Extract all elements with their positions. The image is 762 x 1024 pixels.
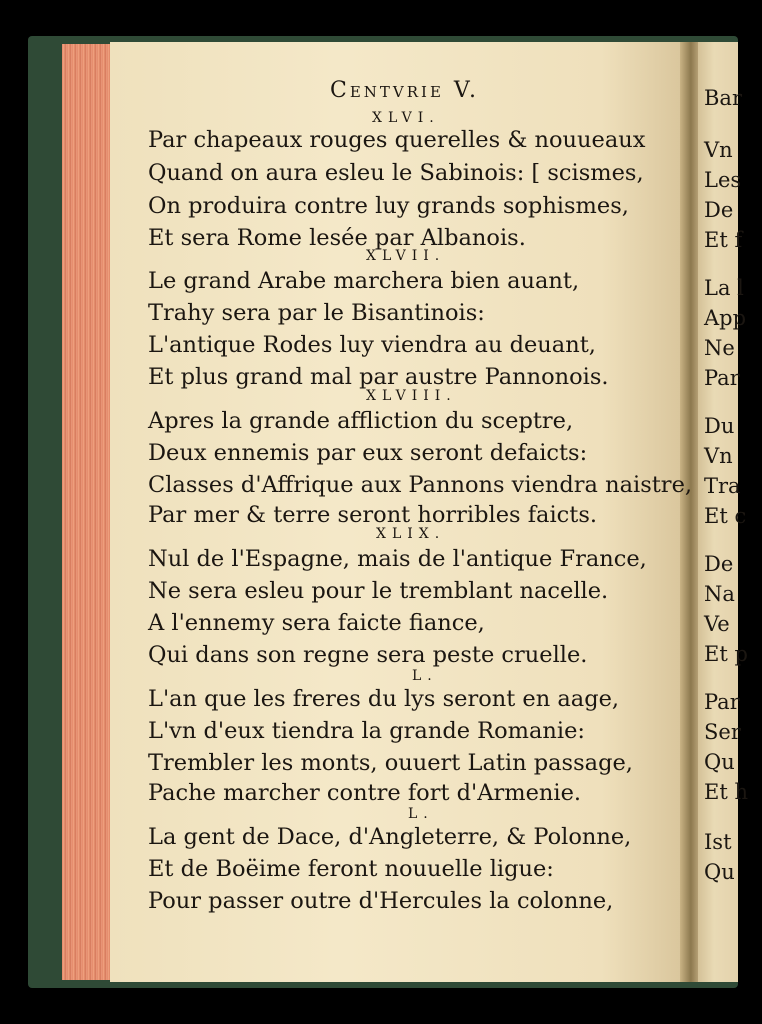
stanza-numeral: L. <box>408 806 434 822</box>
facing-page-fragment: App <box>704 306 747 330</box>
verse-line: Pour passer outre d'Hercules la colonne, <box>148 888 614 914</box>
facing-page-fragment: Et h <box>704 780 748 804</box>
facing-page-fragment: Par <box>704 366 740 390</box>
verse-line: Et de Boëime feront nouuelle ligue: <box>148 856 554 882</box>
page-header: Centvrie V. <box>330 78 479 103</box>
verse-line: Le grand Arabe marchera bien auant, <box>148 268 580 294</box>
facing-page-fragment: Les <box>704 168 742 192</box>
facing-page-fragment: Qu <box>704 750 735 774</box>
facing-page-fragment: Ist <box>704 830 732 854</box>
book-gutter <box>680 42 698 982</box>
verse-line: Quand on aura esleu le Sabinois: [ scismes, <box>148 160 644 186</box>
verse-line: Nul de l'Espagne, mais de l'antique France, <box>148 546 647 572</box>
facing-page-fragment: Et c <box>704 504 747 528</box>
verse-line: Apres la grande affliction du sceptre, <box>148 408 574 434</box>
facing-page-fragment: Na <box>704 582 735 606</box>
facing-page-fragment: Ve <box>704 612 730 636</box>
verse-line: Classes d'Affrique aux Pannons viendra naistre, <box>148 472 693 498</box>
facing-page-fragment: Par <box>704 690 740 714</box>
verse-line: Et plus grand mal par austre Pannonois. <box>148 364 609 390</box>
verse-line: La gent de Dace, d'Angleterre, & Polonne, <box>148 824 632 850</box>
facing-page-fragment: De <box>704 198 734 222</box>
stanza-numeral: XLVI. <box>372 110 440 126</box>
facing-page-fragment: Vn <box>704 138 733 162</box>
stanza-numeral: XLIX. <box>376 526 446 542</box>
verse-line: Par mer & terre seront horribles faicts. <box>148 502 598 528</box>
facing-page-fragment: La l <box>704 276 744 300</box>
verse-line: Par chapeaux rouges querelles & nouueaux <box>148 127 646 153</box>
facing-page-fragment: Du <box>704 414 735 438</box>
stanza-numeral: XLVII. <box>366 248 446 264</box>
verse-line: Trembler les monts, ouuert Latin passage, <box>148 750 633 776</box>
verse-line: L'vn d'eux tiendra la grande Romanie: <box>148 718 586 744</box>
facing-page-fragment: Ne <box>704 336 735 360</box>
stanza-numeral: XLVIII. <box>366 388 457 404</box>
stanza-numeral: L. <box>412 668 438 684</box>
facing-page-fragment: Tra <box>704 474 741 498</box>
verse-line: Et sera Rome lesée par Albanois. <box>148 225 526 251</box>
facing-page-fragment: Bar <box>704 86 742 110</box>
facing-page-fragment: Et f <box>704 228 743 252</box>
verse-line: L'an que les freres du lys seront en aage, <box>148 686 620 712</box>
facing-page-fragment: Qu <box>704 860 735 884</box>
verse-line: Trahy sera par le Bisantinois: <box>148 300 485 326</box>
verse-line: Deux ennemis par eux seront defaicts: <box>148 440 588 466</box>
verse-line: Pache marcher contre fort d'Armenie. <box>148 780 582 806</box>
verse-line: A l'ennemy sera faicte fiance, <box>148 610 485 636</box>
verse-line: On produira contre luy grands sophismes, <box>148 193 629 219</box>
facing-page-fragment: Ser <box>704 720 741 744</box>
verse-line: Ne sera esleu pour le tremblant nacelle. <box>148 578 609 604</box>
verse-line: Qui dans son regne sera peste cruelle. <box>148 642 588 668</box>
facing-page-fragment: Et p <box>704 642 748 666</box>
facing-page-fragment: De <box>704 552 734 576</box>
page-edges <box>62 44 112 980</box>
facing-page-fragment: Vn <box>704 444 733 468</box>
verse-line: L'antique Rodes luy viendra au deuant, <box>148 332 596 358</box>
